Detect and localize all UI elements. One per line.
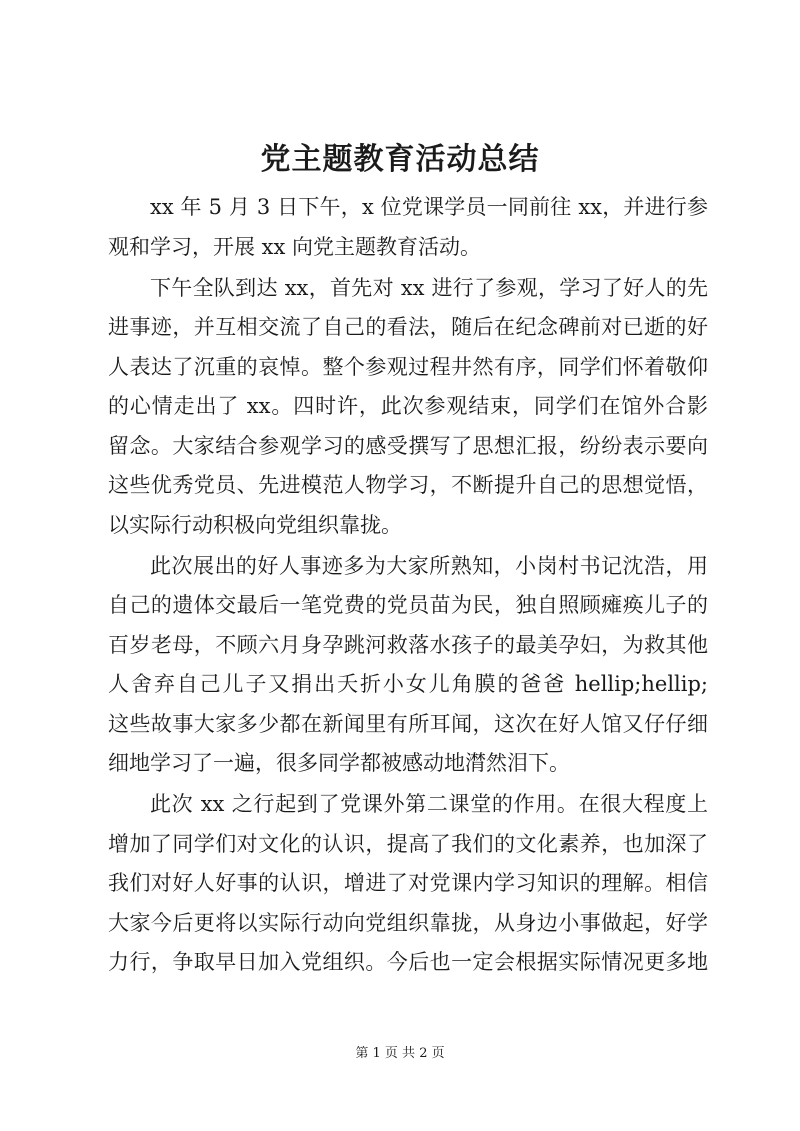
text-line: 大家今后更将以实际行动向党组织靠拢，从身边小事做起，好学 xyxy=(108,910,708,935)
paragraph xyxy=(108,269,708,546)
text-line: 人表达了沉重的哀悼。整个参观过程井然有序，同学们怀着敬仰 xyxy=(108,354,708,379)
text-line: 我们对好人好事的认识，增进了对党课内学习知识的理解。相信 xyxy=(108,871,708,895)
page-number: 第 1 页 共 2 页 xyxy=(355,1046,445,1061)
text-line: 自己的遗体交最后一笔党费的党员苗为民，独自照顾瘫痪儿子的 xyxy=(108,593,708,617)
text-line: xx 年 5 月 3 日下午，x 位党课学员一同前往 xx，并进行参 xyxy=(150,195,708,219)
text-line: 下午全队到达 xx，首先对 xx 进行了参观，学习了好人的先 xyxy=(150,275,708,300)
text-line: 这些故事大家多少都在新闻里有所耳闻，这次在好人馆又仔仔细 xyxy=(108,711,708,736)
text-line: 细地学习了一遍，很多同学都被感动地潸然泪下。 xyxy=(108,751,570,775)
text-line: 此次展出的好人事迹多为大家所熟知，小岗村书记沈浩，用 xyxy=(150,553,708,578)
text-line: 力行，争取早日加入党组织。今后也一定会根据实际情况更多地 xyxy=(108,950,708,974)
text-line: 的心情走出了 xx。四时许，此次参观结束，同学们在馆外合影 xyxy=(108,394,708,418)
paragraph xyxy=(108,188,708,267)
document-title: 党主题教育活动总结 xyxy=(260,142,540,177)
text-line: 观和学习，开展 xx 向党主题教育活动。 xyxy=(108,234,482,259)
paragraph xyxy=(108,547,708,784)
text-line: 百岁老母，不顾六月身孕跳河救落水孩子的最美孕妇，为救其他 xyxy=(108,632,708,657)
text-line: 人舍弃自己儿子又捐出夭折小女儿角膜的爸爸 hellip;hellip; xyxy=(108,672,708,696)
text-line: 留念。大家结合参观学习的感受撰写了思想汇报，纷纷表示要向 xyxy=(108,433,708,458)
text-line: 增加了同学们对文化的认识，提高了我们的文化素养，也加深了 xyxy=(108,831,708,856)
text-line: 以实际行动积极向党组织靠拢。 xyxy=(108,512,402,537)
text-line: 这些优秀党员、先进模范人物学习，不断提升自己的思想觉悟， xyxy=(108,473,708,497)
text-line: 此次 xx 之行起到了党课外第二课堂的作用。在很大程度上 xyxy=(150,792,708,816)
document-body xyxy=(108,188,708,984)
paragraph xyxy=(108,785,708,983)
text-line: 进事迹，并互相交流了自己的看法，随后在纪念碑前对已逝的好 xyxy=(108,315,708,339)
